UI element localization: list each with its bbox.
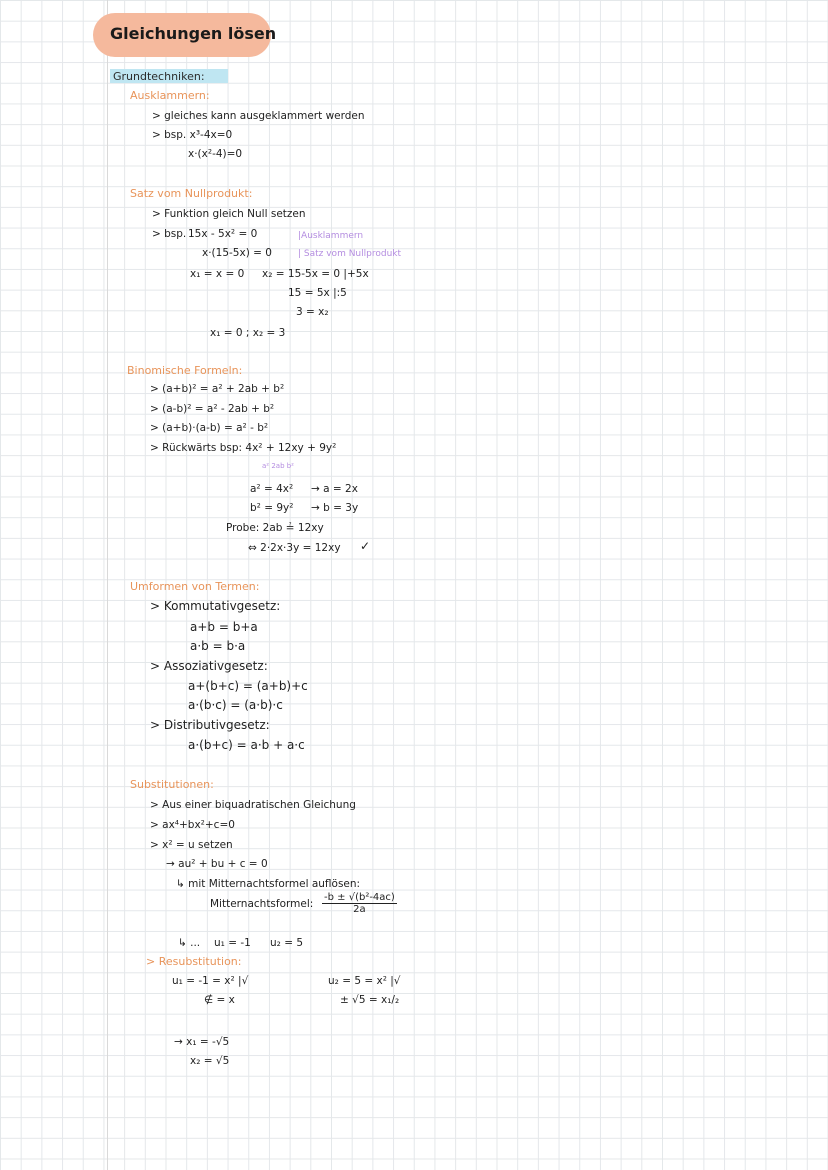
text-line: > Kommutativgesetz: bbox=[150, 599, 281, 613]
formula-line: x₁ = x = 0 bbox=[190, 268, 245, 280]
formula-line: ↳ ... bbox=[178, 937, 201, 949]
checkmark-icon: ✓ bbox=[360, 539, 371, 553]
subheading-umformen: Umformen von Termen: bbox=[130, 580, 260, 593]
formula-line: > Rückwärts bsp: 4x² + 12xy + 9y² bbox=[150, 442, 337, 454]
page-title: Gleichungen lösen bbox=[110, 24, 277, 43]
formula-line: ± √5 = x₁/₂ bbox=[340, 994, 400, 1006]
formula-line: > (a+b)·(a-b) = a² - b² bbox=[150, 422, 269, 434]
formula-line: → a = 2x bbox=[311, 483, 358, 495]
text-line: > Distributivgesetz: bbox=[150, 718, 270, 732]
formula-line: → b = 3y bbox=[311, 502, 359, 514]
text-line: > Aus einer biquadratischen Gleichung bbox=[150, 799, 356, 811]
formula-line: u₁ = -1 bbox=[214, 937, 251, 949]
formula-line: 3 = x₂ bbox=[296, 306, 329, 318]
formula-line: a+b = b+a bbox=[190, 620, 258, 634]
formula-line: x·(x²-4)=0 bbox=[188, 148, 243, 160]
formula-line: a·b = b·a bbox=[190, 639, 246, 653]
fraction-numerator: -b ± √(b²-4ac) bbox=[324, 892, 395, 903]
annotation: | Satz vom Nullprodukt bbox=[298, 249, 402, 259]
formula-line: u₁ = -1 = x² |√ bbox=[172, 975, 249, 987]
formula-line: > (a-b)² = a² - 2ab + b² bbox=[150, 403, 275, 415]
formula-line: x·(15-5x) = 0 bbox=[202, 247, 272, 259]
text-line: > bsp. x³-4x=0 bbox=[152, 129, 233, 141]
text-line: Mitternachtsformel: bbox=[210, 898, 314, 910]
text-line: > bsp. bbox=[152, 228, 187, 240]
formula-line: a+(b+c) = (a+b)+c bbox=[188, 679, 308, 693]
formula-line: ∉ = x bbox=[204, 994, 235, 1006]
formula-line: a² = 4x² bbox=[250, 483, 294, 495]
formula-line: x₂ = √5 bbox=[190, 1055, 230, 1067]
fraction-denominator: 2a bbox=[353, 904, 366, 915]
formula-line: Probe: 2ab ≟ 12xy bbox=[226, 522, 324, 534]
subheading-resubstitution: > Resubstitution: bbox=[146, 955, 242, 968]
text-line: > gleiches kann ausgeklammert werden bbox=[152, 110, 365, 122]
margin-line bbox=[107, 0, 108, 1170]
formula-line: 15x - 5x² = 0 bbox=[188, 228, 258, 240]
text-line: ↳ mit Mitternachtsformel auflösen: bbox=[176, 878, 361, 890]
formula-line: 15 = 5x |:5 bbox=[288, 287, 347, 299]
text-line: > x² = u setzen bbox=[150, 839, 233, 851]
formula-line: a·(b·c) = (a·b)·c bbox=[188, 698, 283, 712]
formula-line: x₂ = 15-5x = 0 |+5x bbox=[262, 268, 369, 280]
annotation: |Ausklammern bbox=[298, 231, 364, 241]
formula-line: → x₁ = -√5 bbox=[174, 1036, 230, 1048]
text-line: > Assoziativgesetz: bbox=[150, 659, 268, 673]
text-line: > Funktion gleich Null setzen bbox=[152, 208, 306, 220]
formula-line: ⇔ 2·2x·3y = 12xy bbox=[248, 542, 341, 554]
section-heading-grundtechniken: Grundtechniken: bbox=[113, 70, 205, 83]
formula-line: u₂ = 5 = x² |√ bbox=[328, 975, 401, 987]
formula-line: > (a+b)² = a² + 2ab + b² bbox=[150, 383, 285, 395]
annotation: a² 2ab b² bbox=[262, 462, 294, 470]
formula-line: > ax⁴+bx²+c=0 bbox=[150, 819, 235, 831]
mitternachtsformel-fraction bbox=[322, 892, 397, 915]
subheading-binomische: Binomische Formeln: bbox=[127, 364, 243, 377]
subheading-nullprodukt: Satz vom Nullprodukt: bbox=[130, 187, 253, 200]
formula-line: u₂ = 5 bbox=[270, 937, 304, 949]
formula-line: → au² + bu + c = 0 bbox=[166, 858, 268, 870]
subheading-ausklammern: Ausklammern: bbox=[130, 89, 210, 102]
formula-line: x₁ = 0 ; x₂ = 3 bbox=[210, 327, 286, 339]
formula-line: b² = 9y² bbox=[250, 502, 294, 514]
formula-line: a·(b+c) = a·b + a·c bbox=[188, 738, 305, 752]
subheading-substitution: Substitutionen: bbox=[130, 778, 214, 791]
